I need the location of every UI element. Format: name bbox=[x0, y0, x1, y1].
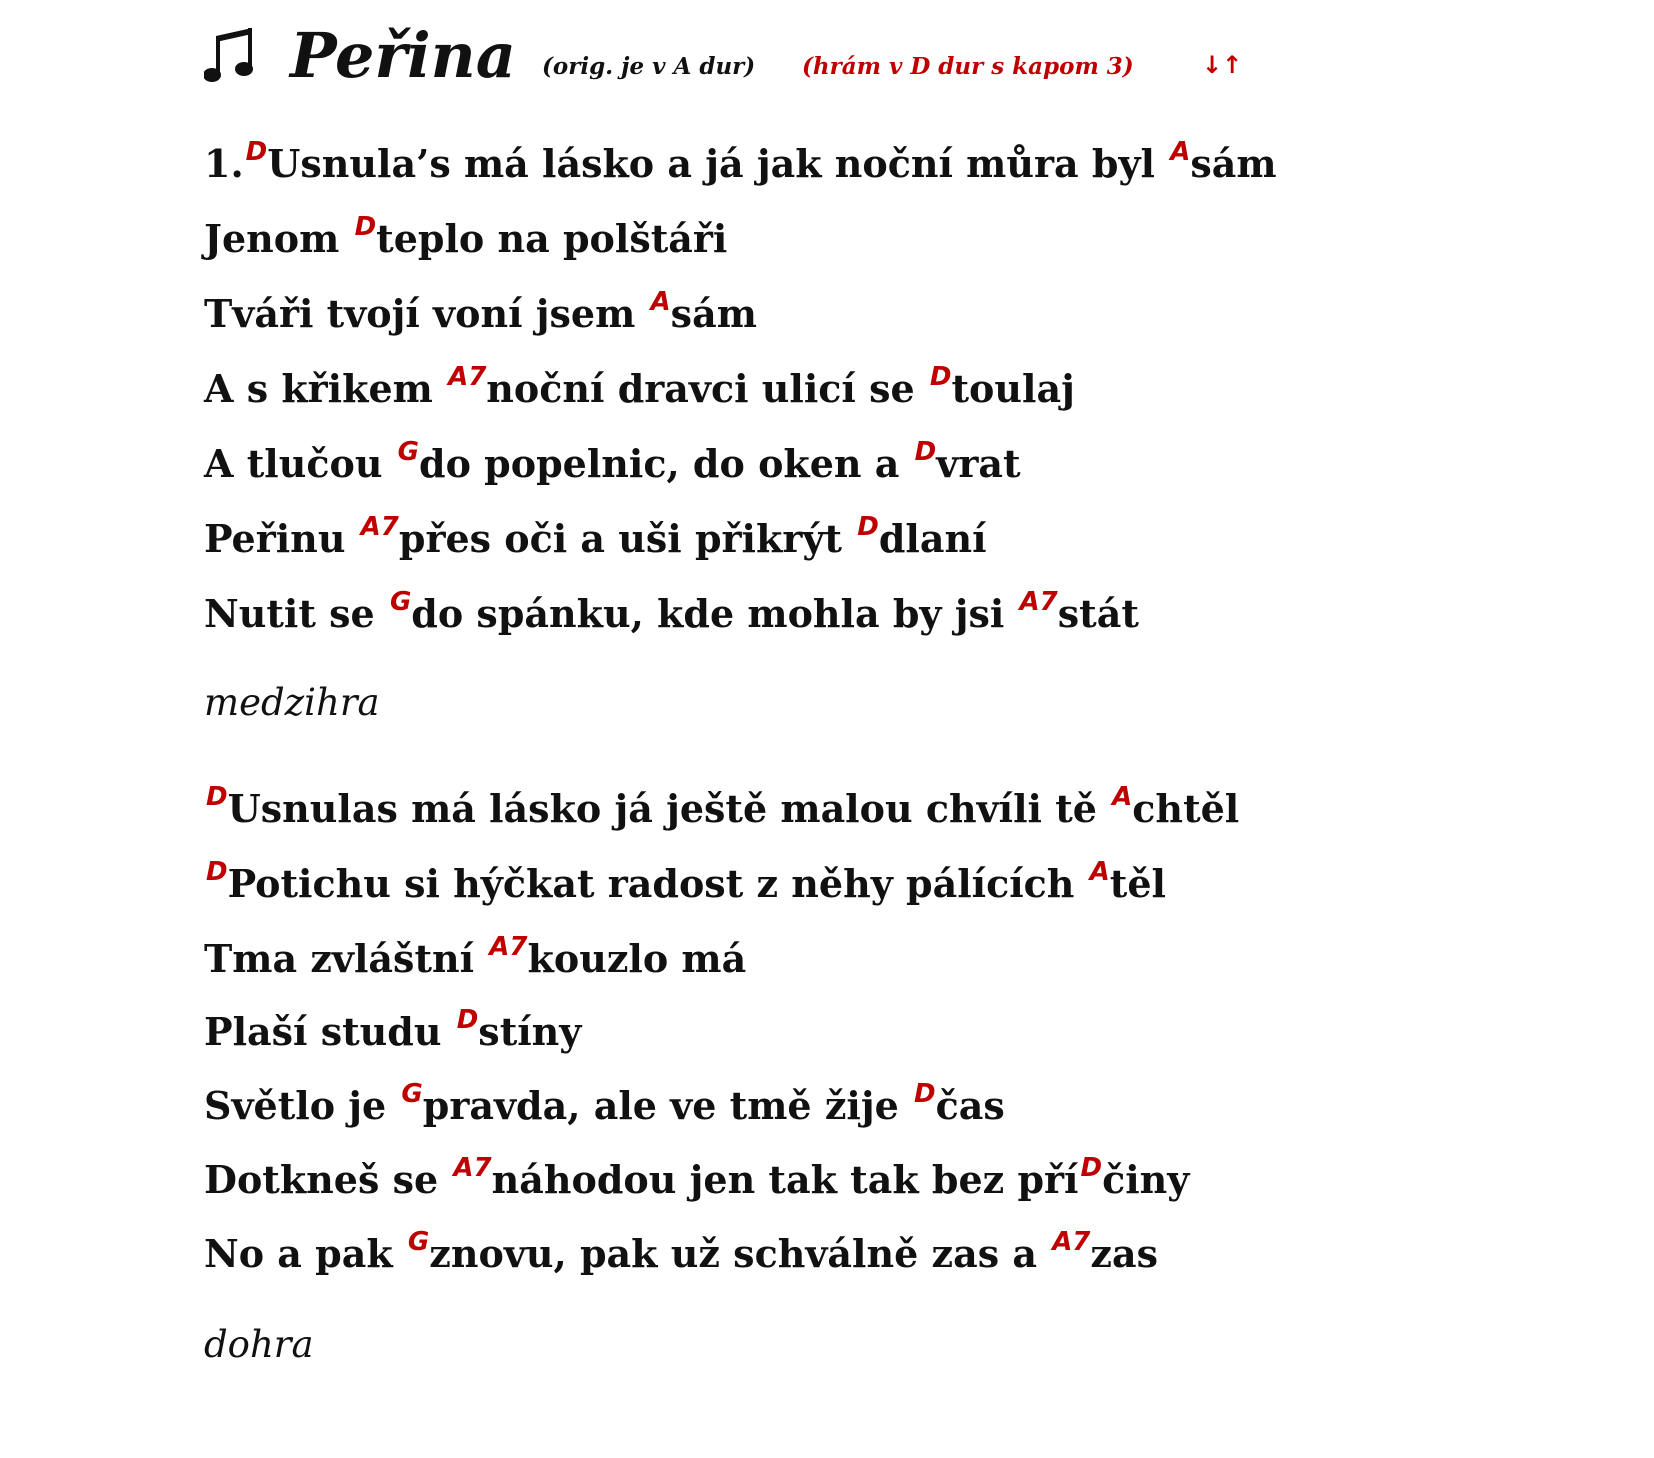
chord-label: A7 bbox=[1019, 587, 1058, 617]
chord-label: A bbox=[1089, 857, 1110, 887]
lyric-text: Dotkneš se bbox=[204, 1157, 452, 1202]
lyric-text: Světlo je bbox=[204, 1083, 400, 1128]
chord-label: D bbox=[206, 857, 228, 887]
lyric-line bbox=[204, 137, 1277, 193]
lyric-text: A tlučou bbox=[204, 441, 396, 486]
lyric-text: těl bbox=[1109, 861, 1166, 906]
chord-label: G bbox=[397, 437, 420, 467]
chord-label: D bbox=[354, 212, 377, 242]
original-key-note: (orig. je v A dur) bbox=[542, 53, 756, 80]
lyric-line bbox=[204, 932, 747, 988]
lyric-text: sám bbox=[1190, 141, 1277, 186]
lyric-text: Nutit se bbox=[204, 591, 388, 636]
lyric-text: znovu, pak už schválně zas a bbox=[429, 1231, 1051, 1276]
section-label: medzihra bbox=[204, 681, 380, 724]
lyric-text: do popelnic, do oken a bbox=[419, 441, 913, 486]
lyric-text: sám bbox=[670, 291, 757, 336]
chord-label: G bbox=[389, 587, 412, 617]
lyric-text: přes oči a uši přikrýt bbox=[398, 516, 856, 561]
lyric-line bbox=[204, 1153, 1190, 1209]
lyric-text: 1. bbox=[204, 141, 244, 186]
lyric-text: A s křikem bbox=[204, 366, 447, 411]
lyric-text: Tma zvláštní bbox=[204, 936, 488, 981]
music-note-icon bbox=[204, 26, 256, 86]
lyric-line bbox=[204, 587, 1139, 643]
chord-label: A7 bbox=[489, 932, 528, 962]
lyric-line bbox=[204, 1227, 1159, 1283]
lyric-text: čas bbox=[935, 1083, 1005, 1128]
lyric-text: pravda, ale ve tmě žije bbox=[422, 1083, 912, 1128]
lyric-text: No a pak bbox=[204, 1231, 406, 1276]
chord-label: A bbox=[1112, 782, 1133, 812]
chord-label: D bbox=[914, 1079, 936, 1109]
lyric-text: náhodou jen tak tak bez pří bbox=[491, 1157, 1079, 1202]
lyric-text: dlaní bbox=[878, 516, 987, 561]
lyric-text: noční dravci ulicí se bbox=[486, 366, 928, 411]
chord-label: A7 bbox=[1052, 1227, 1091, 1257]
chord-label: A bbox=[1170, 137, 1191, 167]
chord-label: D bbox=[857, 512, 879, 542]
lyric-text: do spánku, kde mohla by jsi bbox=[411, 591, 1018, 636]
chord-label: A7 bbox=[360, 512, 399, 542]
lyric-text: Usnulas má lásko já ještě malou chvíli tě bbox=[227, 786, 1111, 831]
lyric-line bbox=[204, 212, 728, 268]
capo-note: (hrám v D dur s kapom 3) bbox=[802, 53, 1134, 80]
lyric-line bbox=[204, 857, 1166, 913]
chord-label: A bbox=[650, 287, 671, 317]
lyric-text: činy bbox=[1102, 1157, 1190, 1202]
lyric-text: Tváři tvojí voní jsem bbox=[204, 291, 649, 336]
chord-label: G bbox=[407, 1227, 430, 1257]
lyric-line bbox=[204, 1079, 1005, 1135]
lyric-text: Potichu si hýčkat radost z něhy pálících bbox=[227, 861, 1088, 906]
chord-label: D bbox=[914, 437, 937, 467]
chord-label: D bbox=[1080, 1153, 1103, 1183]
chord-label: G bbox=[401, 1079, 423, 1109]
chord-label: D bbox=[456, 1005, 479, 1035]
lyric-text: zas bbox=[1090, 1231, 1159, 1276]
song-title: Peřina bbox=[290, 19, 516, 92]
lyric-line bbox=[204, 287, 757, 343]
lyric-text: vrat bbox=[936, 441, 1021, 486]
chord-label: D bbox=[245, 137, 268, 167]
lyric-text: stát bbox=[1057, 591, 1139, 636]
lyric-text: Jenom bbox=[204, 216, 353, 261]
lyric-line bbox=[204, 437, 1021, 493]
chord-label: D bbox=[929, 362, 952, 392]
chord-label: A7 bbox=[453, 1153, 492, 1183]
section-label: dohra bbox=[204, 1323, 314, 1366]
transpose-arrows-icon[interactable]: ↓↑ bbox=[1202, 51, 1243, 79]
lyric-text: kouzlo má bbox=[527, 936, 747, 981]
lyric-text: Peřinu bbox=[204, 516, 359, 561]
chord-label: A7 bbox=[448, 362, 487, 392]
lyric-text: Usnula’s má lásko a já jak noční můra byl bbox=[267, 141, 1169, 186]
chord-label: D bbox=[206, 782, 228, 812]
lyric-text: stíny bbox=[478, 1009, 582, 1054]
lyric-text: teplo na polštáři bbox=[376, 216, 728, 261]
lyric-line bbox=[204, 1005, 582, 1061]
lyric-text: Plaší studu bbox=[204, 1009, 455, 1054]
lyric-text: toulaj bbox=[951, 366, 1075, 411]
lyric-line bbox=[204, 362, 1075, 418]
lyric-line bbox=[204, 782, 1240, 838]
lyric-text: chtěl bbox=[1132, 786, 1240, 831]
lyric-line bbox=[204, 512, 987, 568]
